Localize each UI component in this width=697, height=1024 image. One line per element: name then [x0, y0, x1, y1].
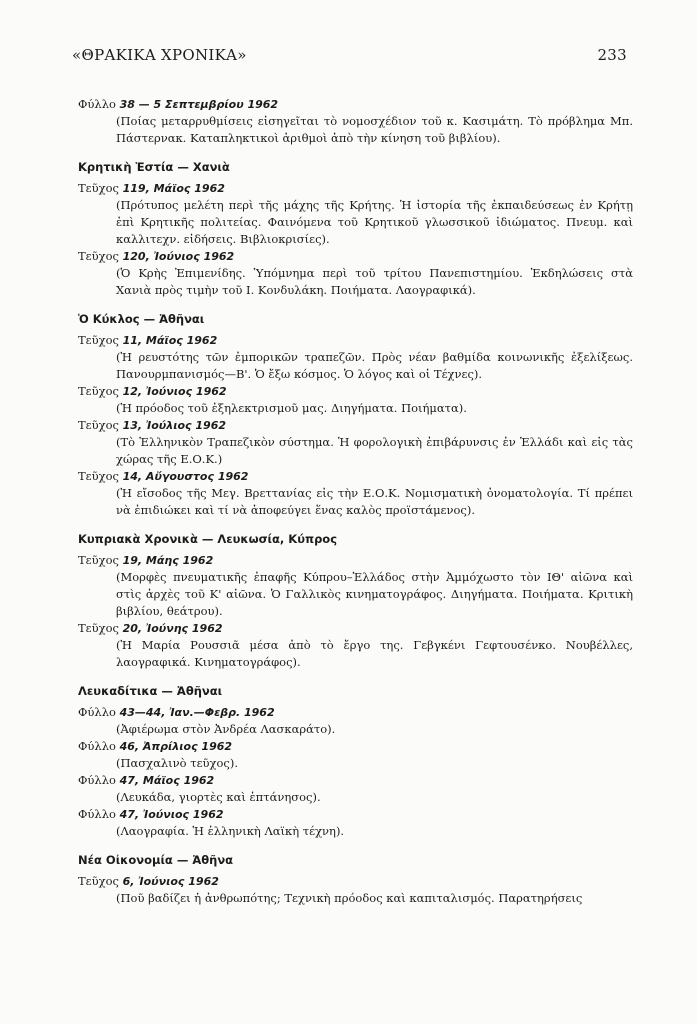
issue-label: Τεῦχος	[78, 181, 119, 195]
issue-number-date: 119, Μάϊος 1962	[122, 182, 225, 195]
running-header	[72, 46, 627, 64]
issue-number-date: 11, Μάϊος 1962	[122, 334, 218, 347]
issue-line	[78, 873, 633, 890]
issue-line	[78, 417, 633, 434]
issue-label: Φύλλο	[78, 739, 116, 753]
issue-label: Τεῦχος	[78, 621, 119, 635]
issue-entry	[78, 332, 633, 383]
issue-line	[78, 704, 633, 721]
issue-line	[78, 180, 633, 197]
issue-number-date: 14, Αὔγουστος 1962	[122, 470, 249, 483]
magazine-heading: Ὁ Κύκλος — Ἀθῆναι	[78, 312, 205, 326]
issue-label: Τεῦχος	[78, 333, 119, 347]
issue-contents: (Τὸ Ἑλληνικὸν Τραπεζικὸν σύστημα. Ἡ φορολογικὴ ἐπιβάρυνσις ἐν Ἑλλάδι καὶ εἰς τὰς χώρας τῆς Ε.Ο.Κ.)	[116, 435, 633, 466]
issue-line	[78, 383, 633, 400]
issue-line	[78, 806, 633, 823]
issue-entry	[78, 96, 633, 147]
issue-number-date: 12, Ἰούνιος 1962	[122, 385, 227, 398]
issue-label: Τεῦχος	[78, 874, 119, 888]
issue-line	[78, 620, 633, 637]
issue-entry	[78, 552, 633, 620]
issue-number-date: 43—44, Ἰαν.—Φεβρ. 1962	[119, 706, 275, 719]
issue-entry	[78, 806, 633, 840]
issue-entry	[78, 468, 633, 519]
issue-line	[78, 248, 633, 265]
issue-number-date: 20, Ἰούνης 1962	[122, 622, 223, 635]
issue-entry	[78, 180, 633, 248]
issue-entry	[78, 620, 633, 671]
issue-number-date: 38 — 5 Σεπτεμβρίου 1962	[119, 98, 279, 111]
issue-entry	[78, 248, 633, 299]
page-number: 233	[597, 46, 627, 64]
issue-line	[78, 738, 633, 755]
issue-entry	[78, 873, 633, 907]
issue-label: Φύλλο	[78, 705, 116, 719]
magazine-heading: Κρητικὴ Ἑστία — Χανιὰ	[78, 160, 230, 174]
issue-number-date: 47, Ἰούνιος 1962	[119, 808, 224, 821]
issue-contents: (Πασχαλινὸ τεῦχος).	[116, 756, 239, 770]
issue-contents: (Λευκάδα, γιορτὲς καὶ ἑπτάνησος).	[116, 790, 321, 804]
journal-title: «ΘΡΑΚΙΚΑ ΧΡΟΝΙΚΑ»	[72, 46, 247, 64]
issue-entry	[78, 383, 633, 417]
issue-number-date: 19, Μάης 1962	[122, 554, 214, 567]
issue-line	[78, 96, 633, 113]
issue-entry	[78, 738, 633, 772]
issue-number-date: 13, Ἰούλιος 1962	[122, 419, 226, 432]
issue-line	[78, 552, 633, 569]
issue-contents: (Ἡ ρευστότης τῶν ἐμπορικῶν τραπεζῶν. Πρὸς νέαν βαθμίδα κοινωνικῆς ἐξελίξεως. Πανουρμπανισμός—Β'. Ὁ ἔξω κόσμος. Ὁ λόγος καὶ οἱ Τέχνες).	[116, 350, 633, 381]
issue-number-date: 6, Ἰούνιος 1962	[122, 875, 219, 888]
issue-label: Τεῦχος	[78, 384, 119, 398]
periodicals-list	[78, 96, 633, 907]
issue-line	[78, 468, 633, 485]
issue-number-date: 47, Μάϊος 1962	[119, 774, 215, 787]
issue-line	[78, 332, 633, 349]
issue-line	[78, 772, 633, 789]
issue-contents: (Ποῦ βαδίζει ἡ ἀνθρωπότης; Τεχνικὴ πρόοδος καὶ καπιταλισμός. Παρατηρήσεις	[116, 891, 583, 905]
issue-entry	[78, 417, 633, 468]
issue-number-date: 46, Ἀπρίλιος 1962	[119, 740, 233, 753]
magazine-heading: Κυπριακὰ Χρονικὰ — Λευκωσία, Κύπρος	[78, 532, 338, 546]
issue-number-date: 120, Ἰούνιος 1962	[122, 250, 235, 263]
issue-contents: (Λαογραφία. Ἡ ἑλληνικὴ Λαϊκὴ τέχνη).	[116, 824, 345, 838]
issue-label: Τεῦχος	[78, 553, 119, 567]
issue-contents: (Ἡ εἴσοδος τῆς Μεγ. Βρεττανίας εἰς τὴν Ε.Ο.Κ. Νομισματικὴ ὀνοματολογία. Τί πρέπει νὰ ἐπιδιώκει καὶ τί νὰ ἀποφεύγει ἕνας καλὸς προϊστάμενος).	[116, 486, 633, 517]
issue-contents: (Πρότυπος μελέτη περὶ τῆς μάχης τῆς Κρήτης. Ἡ ἱστορία τῆς ἐκπαιδεύσεως ἐν Κρήτῃ ἐπὶ Κρητικῆς πολιτείας. Φαινόμενα τοῦ Κρητικοῦ γλωσσικοῦ ἰδιώματος. Πνευμ. καὶ καλλιτεχν. εἰδήσεις. Βιβλιοκρισίες).	[116, 198, 633, 246]
issue-label: Φύλλο	[78, 97, 116, 111]
issue-contents: (Ποίας μεταρρυθμίσεις εἰσηγεῖται τὸ νομοσχέδιον τοῦ κ. Κασιμάτη. Τὸ πρόβλημα Μπ. Πάστερνακ. Καταπληκτικοὶ ἀριθμοὶ ἀπὸ τὴν κίνηση τοῦ βιβλίου).	[116, 114, 633, 145]
issue-label: Τεῦχος	[78, 249, 119, 263]
issue-label: Τεῦχος	[78, 469, 119, 483]
issue-contents: (Ἡ πρόοδος τοῦ ἐξηλεκτρισμοῦ μας. Διηγήματα. Ποιήματα).	[116, 401, 467, 415]
magazine-heading: Λευκαδίτικα — Ἀθῆναι	[78, 684, 223, 698]
issue-contents: (Ἡ Μαρία Ρουσσιᾶ μέσα ἀπὸ τὸ ἔργο της. Γεβγκένι Γεφτουσένκο. Νουβέλλες, λαογραφικά. Κινηματογράφος).	[116, 638, 633, 669]
issue-label: Φύλλο	[78, 773, 116, 787]
magazine-heading: Νέα Οἰκονομία — Ἀθῆνα	[78, 853, 234, 867]
issue-entry	[78, 772, 633, 806]
issue-entry	[78, 704, 633, 738]
issue-label: Φύλλο	[78, 807, 116, 821]
issue-contents: (Μορφὲς πνευματικῆς ἐπαφῆς Κύπρου–Ἑλλάδος στὴν Ἀμμόχωστο τὸν ΙΘ' αἰῶνα καὶ στὶς ἀρχὲς τοῦ Κ' αἰῶνα. Ὁ Γαλλικὸς κινηματογράφος. Διηγήματα. Ποιήματα. Κριτικὴ βιβλίου, θεάτρου).	[116, 570, 633, 618]
issue-label: Τεῦχος	[78, 418, 119, 432]
issue-contents: (Ἀφιέρωμα στὸν Ἀνδρέα Λασκαράτο).	[116, 722, 336, 736]
issue-contents: (Ὁ Κρὴς Ἐπιμενίδης. Ὑπόμνημα περὶ τοῦ τρίτου Πανεπιστημίου. Ἐκδηλώσεις στὰ Χανιὰ πρὸς τιμὴν τοῦ Ι. Κονδυλάκη. Ποιήματα. Λαογραφικά).	[116, 266, 633, 297]
